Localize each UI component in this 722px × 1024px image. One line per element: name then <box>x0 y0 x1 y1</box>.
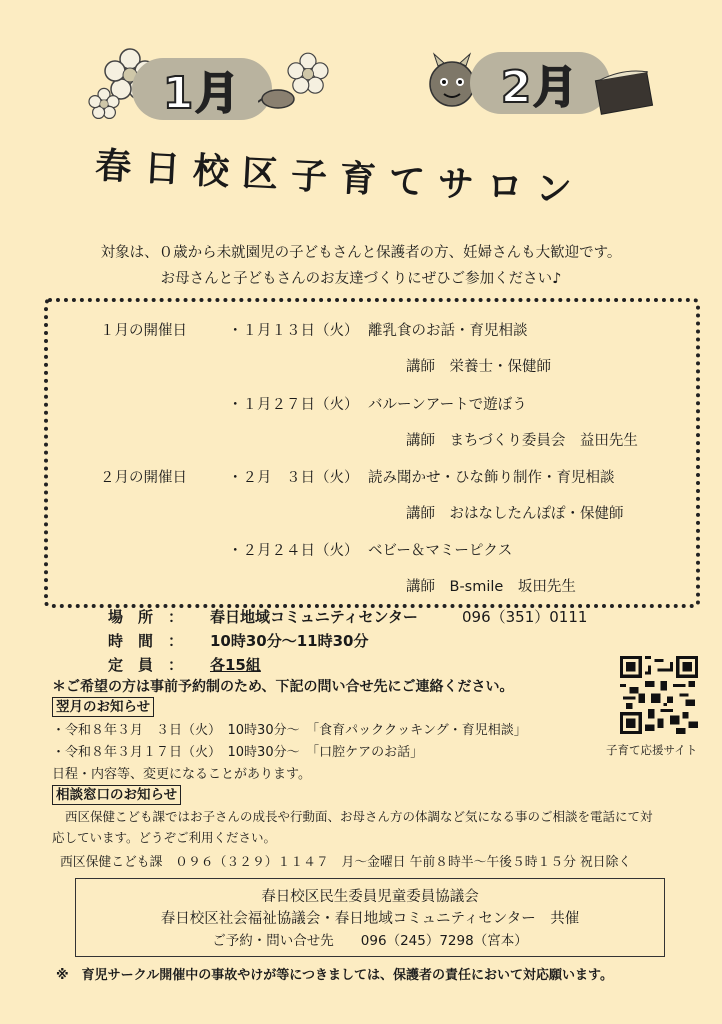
event-topic: ベビー＆マミーピクス <box>368 543 513 559</box>
consult-line-2: 応しています。どうぞご利用ください。 <box>52 830 277 845</box>
february-badge: 2月 <box>470 52 610 114</box>
reservation-note: ＊ご希望の方は事前予約制のため、下記の問い合せ先にご連絡ください。 <box>52 679 514 695</box>
consult-title: 相談窓口のお知らせ <box>52 785 181 805</box>
consult-line-1: 西区保健こども課ではお子さんの成長や行動面、お母さん方の体調など気になる事のご相談を電話にて対 <box>65 809 653 824</box>
event-lecturer: 講師 栄養士・保健師 <box>406 359 551 375</box>
organizer-line-2: 春日校区社会福祉協議会・春日地域コミュニティセンター 共催 <box>160 911 580 927</box>
next-month-title: 翌月のお知らせ <box>52 697 154 717</box>
organizer-contact: ご予約・問い合せ先 096（245）7298（宮本） <box>212 933 528 949</box>
next-month-item: ・令和８年３月１７日（火） 10時30分～ 「口腔ケアのお話」 <box>52 745 424 760</box>
intro-line-2: お母さんと子どもさんのお友達づくりにぜひご参加ください♪ <box>160 271 562 287</box>
event-lecturer: 講師 まちづくり委員会 益田先生 <box>406 433 638 449</box>
bean-box-icon <box>592 66 656 116</box>
time-value: 10時30分～11時30分 <box>210 632 369 650</box>
january-badge: 1月 <box>132 58 272 120</box>
organizer-line-1: 春日校区民生委員児童委員協議会 <box>261 889 479 905</box>
intro-line-1: 対象は、０歳から未就園児の子どもさんと保護者の方、妊婦さんも大歓迎です。 <box>100 245 622 261</box>
page-title: 春日校区子育てサロン <box>94 144 586 212</box>
event-date: ・１月１３日（火） <box>228 323 359 339</box>
event-topic: 離乳食のお話・育児相談 <box>368 323 528 339</box>
place-phone: 096（351）0111 <box>462 608 588 626</box>
place-label: 場 所 ： <box>108 608 184 626</box>
event-topic: 読み聞かせ・ひな飾り制作・育児相談 <box>368 470 615 486</box>
capacity-label: 定 員 ： <box>108 656 184 674</box>
january-label: １月の開催日 <box>100 323 187 339</box>
event-lecturer: 講師 おはなしたんぽぽ・保健師 <box>406 506 624 522</box>
qr-caption: 子育て応援サイト <box>606 743 698 757</box>
footer-note: ※ 育児サークル開催中の事故やけが等につきましては、保護者の責任において対応願います。 <box>56 968 613 983</box>
event-lecturer: 講師 B-smile 坂田先生 <box>406 579 576 595</box>
event-date: ・２月 ３日（火） <box>228 470 359 486</box>
sweet-potato-icon <box>258 84 298 114</box>
event-topic: バルーンアートで遊ぼう <box>368 397 527 413</box>
change-note: 日程・内容等、変更になることがあります。 <box>52 767 311 782</box>
consult-line-3: 西区保健こども課 ０９６（３２９）１１４７ 月～金曜日 午前８時半～午後５時１５分 祝日除く <box>60 855 632 870</box>
event-date: ・１月２７日（火） <box>228 397 359 413</box>
place-value: 春日地域コミュニティセンター <box>210 608 418 626</box>
time-label: 時 間 ： <box>108 632 184 650</box>
qr-code[interactable] <box>620 656 698 734</box>
schedule-box <box>44 298 700 608</box>
february-label: ２月の開催日 <box>100 470 187 486</box>
small-flower-icon <box>86 86 122 122</box>
capacity-value: 各15組 <box>210 656 261 674</box>
next-month-item: ・令和８年３月 ３日（火） 10時30分～ 「食育パッククッキング・育児相談」 <box>52 723 527 738</box>
event-date: ・２月２４日（火） <box>228 543 359 559</box>
organizer-box <box>75 878 665 957</box>
